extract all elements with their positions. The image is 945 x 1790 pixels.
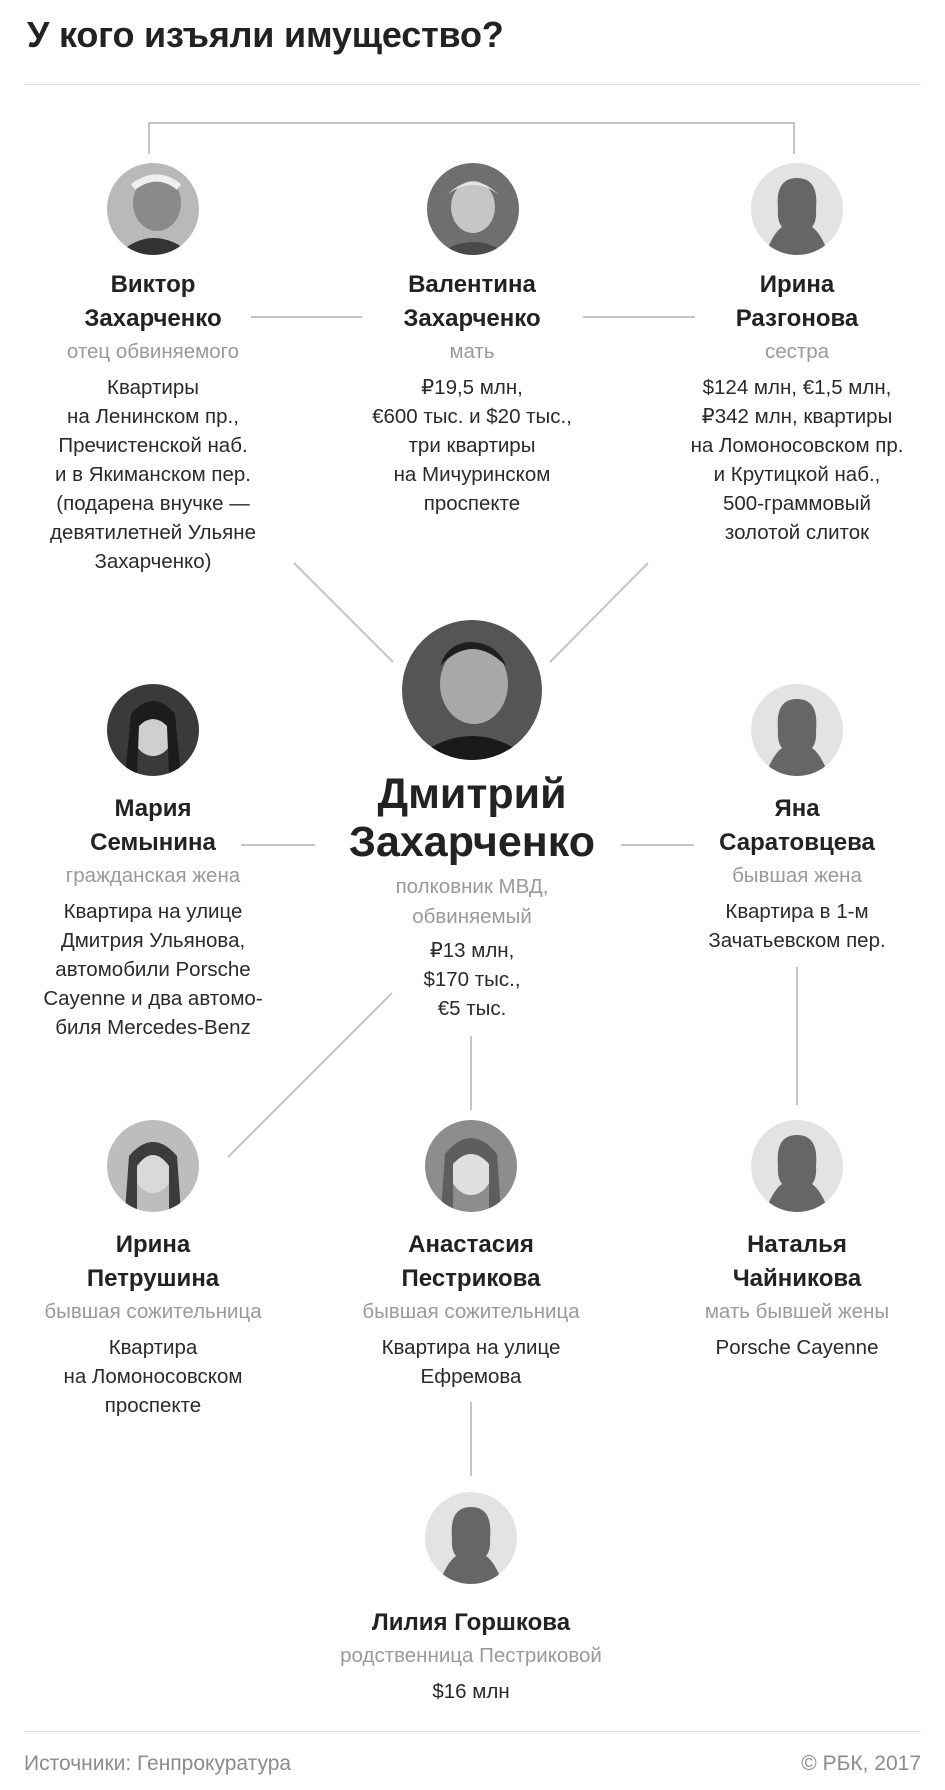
person-anastasia [326,1228,616,1391]
person-viktor [8,268,298,576]
person-role: родственница Пестриковой [340,1644,602,1667]
person-assets: ₽13 млн, $170 тыс., €5 тыс. [423,939,521,1020]
person-yana [652,792,942,955]
person-name: Ирина Разгонова [735,271,859,332]
person-name: Наталья Чайникова [732,1231,862,1292]
person-name: Ирина Петрушина [86,1231,220,1292]
person-role: мать [449,340,495,363]
irina-razgonova-silhouette-icon [751,163,843,255]
valentina-photo [427,163,519,255]
person-role: отец обвиняемого [66,340,240,363]
page-title: У кого изъяли имущество? [27,14,504,55]
natalia-silhouette-icon [751,1120,843,1212]
person-role: бывшая сожительница [362,1300,580,1323]
connector-viktor-dmitry [294,563,393,662]
person-role: сестра [764,340,830,363]
person-role: гражданская жена [65,864,241,887]
anastasia-photo [425,1120,517,1212]
person-irina-razgonova [652,268,942,547]
person-role: бывшая жена [732,864,862,887]
person-assets: Квартира в 1-м Зачатьевском пер. [708,900,886,952]
person-dmitry [297,770,647,1023]
maria-photo [107,684,199,776]
bracket-connector [149,123,794,154]
person-name: Анастасия Пестрикова [401,1231,541,1292]
person-assets: Квартира на улице Дмитрия Ульянова, автомобили Porsche Cayenne и два автомо- биля Mercedes-Benz [43,900,263,1039]
person-name: Валентина Захарченко [403,271,541,332]
person-valentina [327,268,617,518]
yana-silhouette-icon [751,684,843,776]
person-assets: ₽19,5 млн, €600 тыс. и $20 тыс., три квартиры на Мичуринском проспекте [372,376,572,515]
person-name: Мария Семынина [90,795,216,856]
connector-irina-dmitry [550,563,648,662]
person-role: полковник МВД, обвиняемый [395,875,549,928]
bottom-divider [24,1731,921,1732]
person-irina-petrushina [8,1228,298,1420]
lilia-silhouette-icon [425,1492,517,1584]
dmitry-photo [402,620,542,760]
person-assets: Квартира на Ломоносовском проспекте [63,1336,243,1417]
person-maria [8,792,298,1042]
person-assets: Porsche Cayenne [715,1336,879,1359]
person-assets: $124 млн, €1,5 млн, ₽342 млн, квартиры на Ломоносовском пр. и Крутицкой наб., 500-граммовый золотой слиток [690,376,904,544]
person-lilia [296,1606,646,1706]
irina-petrushina-photo [107,1120,199,1212]
person-role: мать бывшей жены [704,1300,890,1323]
person-natalia [652,1228,942,1362]
copyright: © РБК, 2017 [801,1752,921,1775]
person-name: Виктор Захарченко [84,271,222,332]
person-role: бывшая сожительница [44,1300,262,1323]
person-assets: Квартира на улице Ефремова [381,1336,561,1388]
person-name: Лилия Горшкова [371,1609,571,1636]
viktor-photo [107,163,199,255]
source-note: Источники: Генпрокуратура [24,1752,292,1775]
person-assets: $16 млн [432,1680,510,1703]
person-name: Дмитрий Захарченко [349,770,595,866]
person-assets: Квартиры на Ленинском пр., Пречистенской наб. и в Якиманском пер. (подарена внучке — девятилетней Ульяне Захарченко) [49,376,257,573]
person-name: Яна Саратовцева [719,795,875,856]
